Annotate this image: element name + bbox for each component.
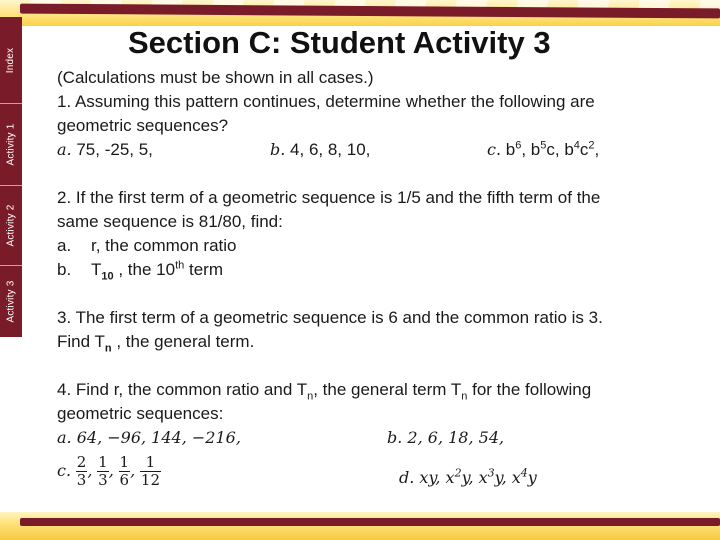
- q4-option-c: c. $\frac{2}{3}$ , $\frac{1}{3}$ , $\frac{1}{6}$ , $\frac{1}{12}$: [57, 453, 160, 489]
- q1-options: [57, 138, 697, 162]
- q4-option-a: a. 64, −96, 144, −216,: [57, 428, 241, 447]
- q2-line-1: 2. If the first term of a geometric sequence is 1/5 and the fifth term of the: [57, 188, 601, 207]
- fraction: $\frac{1}{12}$: [140, 453, 160, 489]
- q1-line-2: geometric sequences?: [57, 116, 229, 135]
- bottom-accent-stripe: [20, 518, 720, 526]
- q4-option-d: d. xy, $x^2y$, $x^3y$, $x^4y$: [399, 466, 537, 487]
- q1-option-a: a. 75, -25, 5,: [57, 140, 153, 159]
- q4-options-cd: [57, 452, 697, 502]
- tab-activity-2-label: Activity 2: [5, 203, 17, 247]
- q4-line-2: geometric sequences:: [57, 404, 224, 423]
- q1-line-1: 1. Assuming this pattern continues, determine whether the following are: [57, 92, 595, 111]
- q4-option-b: b. 2, 6, 18, 54,: [387, 428, 505, 447]
- q4-line-1: 4. Find r, the common ratio and $T_n$, the general term $T_n$ for the following: [57, 380, 592, 403]
- fraction: $\frac{2}{3}$: [76, 453, 87, 489]
- intro-note: (Calculations must be shown in all cases.): [57, 68, 374, 87]
- tab-activity-3-label: Activity 3: [5, 279, 17, 323]
- fraction: $\frac{1}{3}$: [98, 453, 108, 489]
- bottom-decorative-band: [0, 512, 720, 540]
- q1-option-b: b. 4, 6, 8, 10,: [270, 140, 371, 159]
- q3-line-2: Find $T_n$ , the general term.: [57, 332, 255, 355]
- q1-option-c: c. $b^6$, $b^5c$, $b^4c^2$,: [487, 139, 600, 159]
- activity-content: [57, 66, 697, 502]
- tab-activity-3[interactable]: [0, 265, 22, 337]
- fraction: $\frac{1}{6}$: [119, 453, 130, 489]
- q3-line-1: 3. The first term of a geometric sequence is 6 and the common ratio is 3.: [57, 308, 603, 327]
- page-title: Section C: Student Activity 3: [128, 25, 551, 60]
- q2-part-b: b. $T_{10}$ , the 10th term: [57, 259, 223, 283]
- q4-options-ab: [57, 426, 697, 450]
- tab-activity-1[interactable]: [0, 103, 22, 186]
- tab-index[interactable]: [0, 17, 22, 104]
- side-nav: [0, 17, 22, 337]
- tab-index-label: Index: [5, 47, 17, 73]
- tab-activity-2[interactable]: [0, 185, 22, 266]
- q2-part-a: a. r, the common ratio: [57, 236, 237, 255]
- tab-activity-1-label: Activity 1: [5, 122, 17, 166]
- q2-line-2: same sequence is 81/80, find:: [57, 212, 283, 231]
